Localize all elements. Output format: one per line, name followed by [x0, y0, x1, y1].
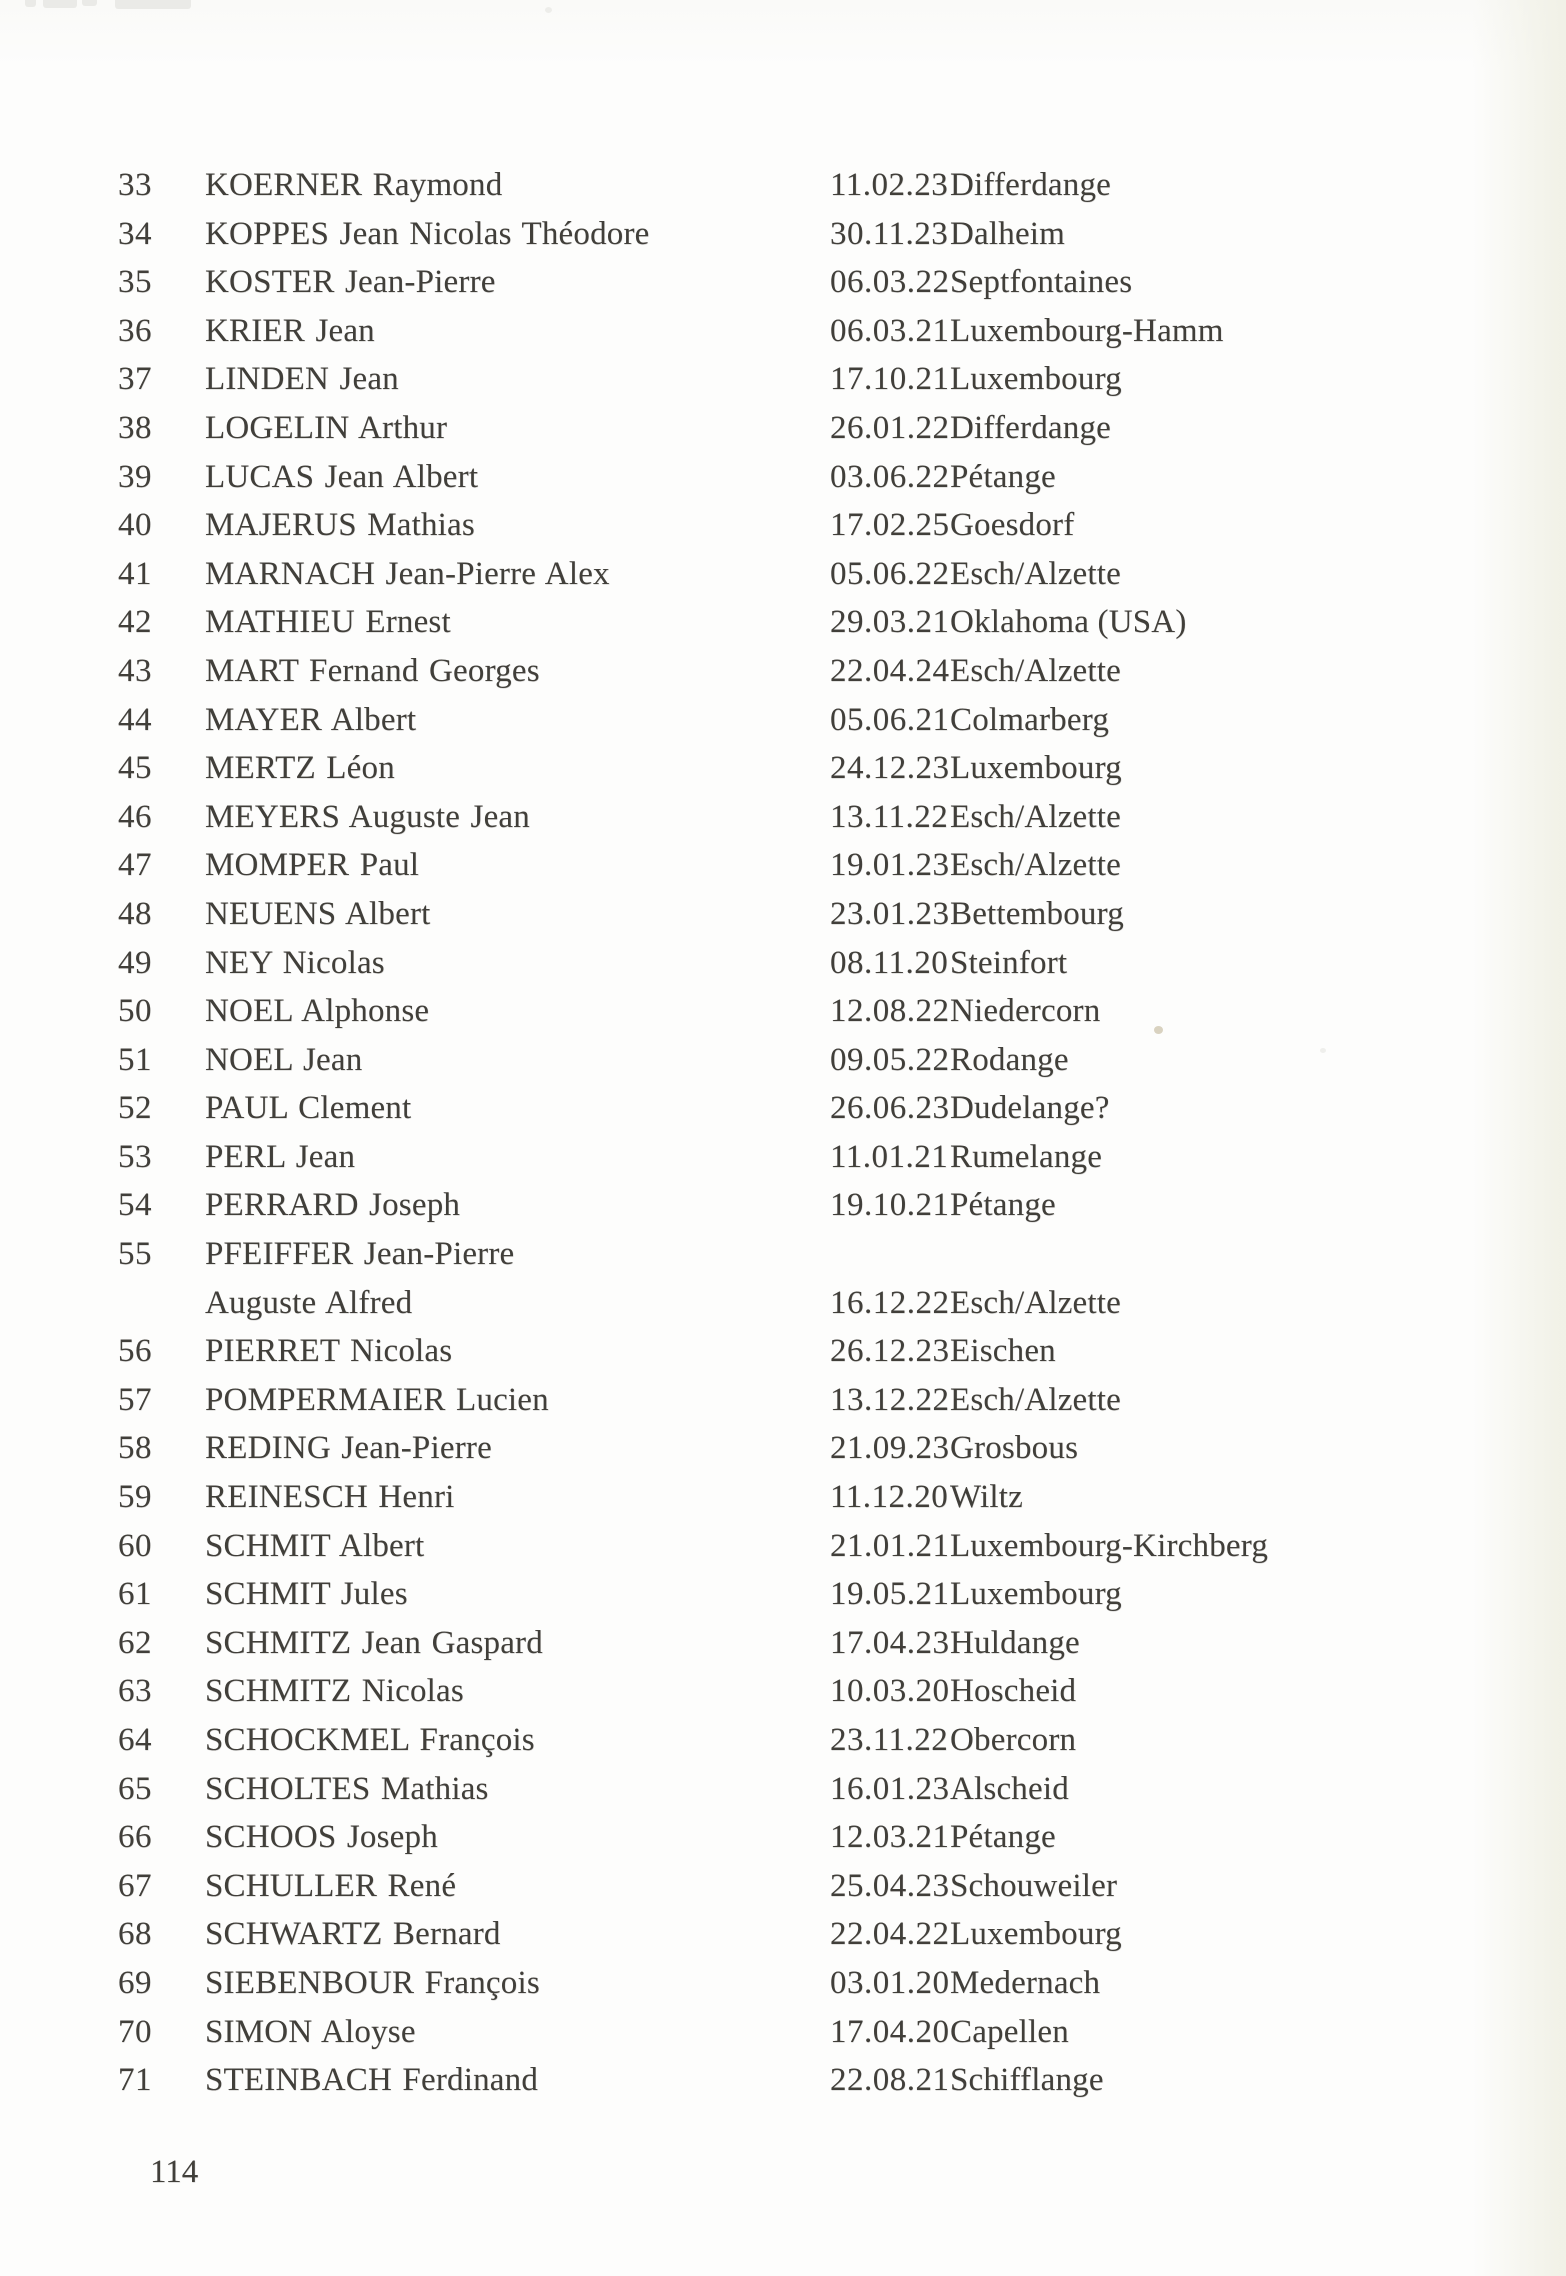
entry-birth-place: Huldange: [950, 1624, 1080, 1661]
entry-name: REINESCH Henri: [205, 1479, 455, 1516]
entry-number: 67: [118, 1867, 152, 1904]
entry-birth-date: 23.11.22: [830, 1722, 949, 1758]
entry-birth-date: 19.05.21: [830, 1576, 950, 1613]
entry-birth-place: Luxembourg: [950, 1576, 1122, 1613]
scan-artifact: [25, 0, 36, 7]
roster-row: [0, 1473, 1566, 1522]
entry-name: MOMPER Paul: [205, 847, 420, 884]
entry-number: 62: [118, 1624, 152, 1661]
roster-row: [0, 453, 1566, 502]
entry-name: SCHMITZ Nicolas: [205, 1673, 464, 1710]
roster-row: [0, 1424, 1566, 1473]
entry-number: 46: [118, 798, 152, 835]
entry-number: 40: [118, 507, 152, 544]
roster-row: [0, 841, 1566, 890]
entry-birth-date: 26.12.23: [830, 1333, 950, 1370]
entry-number: 69: [118, 1964, 152, 2001]
entry-birth-place: Alscheid: [950, 1770, 1069, 1807]
entry-birth-date: 17.10.21: [830, 361, 950, 398]
entry-birth-date: 25.04.23: [830, 1867, 950, 1904]
entry-number: 51: [118, 1041, 152, 1078]
entry-number: 47: [118, 847, 152, 884]
entry-birth-place: Schouweiler: [950, 1867, 1118, 1904]
entry-birth-place: Differdange: [950, 167, 1112, 203]
entry-birth-place: Rumelange: [950, 1138, 1103, 1175]
entry-name: MATHIEU Ernest: [205, 604, 451, 641]
entry-number: 44: [118, 701, 152, 738]
entry-birth-place: Esch/Alzette: [950, 798, 1121, 835]
entry-name: STEINBACH Ferdinand: [205, 2062, 539, 2099]
entry-birth-place: Niedercorn: [950, 993, 1101, 1030]
roster-list: [0, 161, 1566, 2105]
entry-birth-place: Dalheim: [950, 215, 1066, 252]
entry-name: LUCAS Jean Albert: [205, 458, 479, 495]
roster-row: [0, 1570, 1566, 1619]
roster-row: [0, 1181, 1566, 1230]
entry-birth-place: Rodange: [950, 1041, 1069, 1078]
entry-birth-date: 08.11.20: [830, 944, 949, 981]
roster-row: [0, 161, 1566, 210]
entry-name: PIERRET Nicolas: [205, 1333, 453, 1370]
entry-birth-place: Obercorn: [950, 1722, 1077, 1758]
entry-number: 49: [118, 944, 152, 981]
entry-number: 39: [118, 458, 152, 495]
entry-name: SCHOLTES Mathias: [205, 1770, 489, 1807]
entry-birth-place: Eischen: [950, 1333, 1056, 1370]
entry-name: SCHULLER René: [205, 1867, 457, 1904]
entry-birth-place: Capellen: [950, 2013, 1069, 2050]
entry-birth-date: 23.01.23: [830, 895, 950, 932]
entry-birth-place: Bettembourg: [950, 895, 1124, 932]
roster-row: [0, 696, 1566, 745]
roster-row: [0, 939, 1566, 988]
entry-number: 58: [118, 1430, 152, 1467]
entry-birth-date: 22.04.22: [830, 1916, 950, 1953]
entry-birth-date: 06.03.21: [830, 312, 950, 349]
entry-name: KOPPES Jean Nicolas Théodore: [205, 215, 650, 252]
entry-birth-date: 24.12.23: [830, 750, 950, 787]
entry-number: 56: [118, 1333, 152, 1370]
entry-name: MAJERUS Mathias: [205, 507, 475, 544]
entry-birth-place: Esch/Alzette: [950, 847, 1121, 884]
roster-row: [0, 210, 1566, 259]
roster-row: [0, 1084, 1566, 1133]
roster-row: [0, 550, 1566, 599]
entry-birth-place: Luxembourg: [950, 361, 1122, 398]
entry-number: 41: [118, 555, 152, 592]
entry-birth-date: 10.03.20: [830, 1673, 950, 1710]
scan-artifact: [43, 0, 77, 8]
entry-number: 63: [118, 1673, 152, 1710]
entry-number: 50: [118, 993, 152, 1030]
entry-number: 42: [118, 604, 152, 641]
entry-name: KRIER Jean: [205, 312, 375, 349]
entry-birth-date: 19.10.21: [830, 1187, 950, 1224]
entry-name: NOEL Jean: [205, 1041, 363, 1078]
entry-birth-date: 17.02.25: [830, 507, 950, 544]
entry-birth-date: 26.01.22: [830, 409, 950, 446]
entry-birth-place: Pétange: [950, 1187, 1056, 1224]
entry-number: 57: [118, 1381, 152, 1418]
entry-number: 54: [118, 1187, 152, 1224]
entry-birth-place: Luxembourg-Hamm: [950, 312, 1224, 349]
entry-birth-date: 17.04.20: [830, 2013, 950, 2050]
roster-row: [0, 987, 1566, 1036]
entry-number: 66: [118, 1819, 152, 1856]
entry-number: 53: [118, 1138, 152, 1175]
roster-row: [0, 890, 1566, 939]
entry-name: POMPERMAIER Lucien: [205, 1381, 549, 1418]
entry-birth-place: Esch/Alzette: [950, 555, 1121, 592]
entry-birth-date: 05.06.22: [830, 555, 950, 592]
entry-birth-date: 17.04.23: [830, 1624, 950, 1661]
entry-birth-date: 05.06.21: [830, 701, 950, 738]
entry-name: LINDEN Jean: [205, 361, 399, 398]
roster-row: [0, 793, 1566, 842]
entry-name: KOSTER Jean-Pierre: [205, 264, 496, 301]
entry-birth-place: Esch/Alzette: [950, 1381, 1121, 1418]
entry-number: 45: [118, 750, 152, 787]
entry-birth-place: Colmarberg: [950, 701, 1110, 738]
entry-number: 70: [118, 2013, 152, 2050]
entry-birth-date: 11.02.23: [830, 167, 949, 203]
roster-row: [0, 307, 1566, 356]
roster-row: [0, 2008, 1566, 2057]
entry-name: MART Fernand Georges: [205, 652, 540, 689]
entry-birth-place: Wiltz: [950, 1479, 1023, 1516]
entry-number: 52: [118, 1090, 152, 1127]
entry-birth-date: 19.01.23: [830, 847, 950, 884]
entry-birth-date: 12.03.21: [830, 1819, 950, 1856]
entry-birth-place: Steinfort: [950, 944, 1068, 981]
roster-row: [0, 2056, 1566, 2105]
entry-birth-date: 22.04.24: [830, 652, 950, 689]
page-number: 114: [150, 2154, 199, 2190]
entry-number: 43: [118, 652, 152, 689]
entry-number: 38: [118, 409, 152, 446]
entry-name: NEY Nicolas: [205, 944, 385, 981]
scan-speck: [545, 7, 552, 13]
roster-row: [0, 1376, 1566, 1425]
entry-name: MERTZ Léon: [205, 750, 395, 787]
entry-birth-date: 11.01.21: [830, 1138, 949, 1175]
roster-row: [0, 1959, 1566, 2008]
entry-name: PAUL Clement: [205, 1090, 412, 1127]
entry-birth-place: Septfontaines: [950, 264, 1133, 301]
roster-row: [0, 1619, 1566, 1668]
entry-number: 64: [118, 1722, 152, 1758]
entry-birth-date: 03.06.22: [830, 458, 950, 495]
entry-birth-place: Grosbous: [950, 1430, 1079, 1467]
entry-birth-place: Goesdorf: [950, 507, 1075, 544]
entry-name: SIEBENBOUR François: [205, 1964, 540, 2001]
entry-name: REDING Jean-Pierre: [205, 1430, 492, 1467]
roster-row: [0, 598, 1566, 647]
entry-name: NEUENS Albert: [205, 895, 431, 932]
roster-row: [0, 1522, 1566, 1571]
entry-name: LOGELIN Arthur: [205, 409, 448, 446]
entry-birth-place: [950, 1230, 1566, 1279]
entry-name: SCHMIT Jules: [205, 1576, 408, 1613]
entry-number: 65: [118, 1770, 152, 1807]
entry-birth-place: Luxembourg-Kirchberg: [950, 1527, 1269, 1564]
entry-number: 59: [118, 1479, 152, 1516]
entry-name: MEYERS Auguste Jean: [205, 798, 530, 835]
entry-birth-date: 09.05.22: [830, 1041, 950, 1078]
roster-row: [0, 1036, 1566, 1085]
entry-birth-date: 13.11.22: [830, 798, 949, 835]
entry-name: MAYER Albert: [205, 701, 417, 738]
entry-number: 55: [118, 1236, 152, 1273]
entry-name: SCHOOS Joseph: [205, 1819, 438, 1856]
roster-row: [0, 1910, 1566, 1959]
entry-number: 34: [118, 215, 152, 252]
entry-birth-date: 21.01.21: [830, 1527, 950, 1564]
roster-row: [0, 1667, 1566, 1716]
entry-birth-date: 22.08.21: [830, 2062, 950, 2099]
entry-number: 35: [118, 264, 152, 301]
entry-birth-place: Differdange: [950, 409, 1112, 446]
entry-number: 61: [118, 1576, 152, 1613]
entry-birth-date: 30.11.23: [830, 215, 949, 252]
entry-number: 71: [118, 2062, 152, 2099]
entry-name: SCHMITZ Jean Gaspard: [205, 1624, 543, 1661]
entry-birth-date: 11.12.20: [830, 1479, 949, 1516]
entry-birth-date: [830, 1230, 950, 1279]
entry-birth-date: 06.03.22: [830, 264, 950, 301]
entry-number: 68: [118, 1916, 152, 1953]
entry-birth-date: 26.06.23: [830, 1090, 950, 1127]
entry-birth-place: Pétange: [950, 1819, 1056, 1856]
entry-birth-place: Esch/Alzette: [950, 652, 1121, 689]
roster-row: [0, 1765, 1566, 1814]
entry-birth-date: 03.01.20: [830, 1964, 950, 2001]
entry-birth-date: 21.09.23: [830, 1430, 950, 1467]
entry-birth-date: 12.08.22: [830, 993, 950, 1030]
entry-birth-date: 13.12.22: [830, 1381, 950, 1418]
roster-row: [0, 647, 1566, 696]
roster-row: [0, 501, 1566, 550]
entry-number: [118, 1279, 205, 1328]
entry-name: SCHWARTZ Bernard: [205, 1916, 501, 1953]
entry-birth-date: 16.12.22: [830, 1284, 950, 1321]
entry-birth-place: Dudelange?: [950, 1090, 1110, 1127]
entry-birth-place: Esch/Alzette: [950, 1284, 1121, 1321]
roster-row: [0, 404, 1566, 453]
entry-number: 37: [118, 361, 152, 398]
entry-birth-place: Luxembourg: [950, 750, 1122, 787]
entry-birth-date: 29.03.21: [830, 604, 950, 641]
entry-name: PERL Jean: [205, 1138, 356, 1175]
entry-birth-place: Oklahoma (USA): [950, 604, 1187, 641]
roster-row: [0, 744, 1566, 793]
roster-row: [0, 355, 1566, 404]
entry-name: KOERNER Raymond: [205, 167, 503, 203]
scan-artifact: [82, 0, 97, 6]
roster-row: [0, 1716, 1566, 1765]
roster-row: [0, 1230, 1566, 1279]
entry-number: 48: [118, 895, 152, 932]
entry-name: MARNACH Jean-Pierre Alex: [205, 555, 610, 592]
roster-row: [0, 1813, 1566, 1862]
roster-row: [0, 1327, 1566, 1376]
entry-birth-place: Medernach: [950, 1964, 1101, 2001]
entry-birth-place: Pétange: [950, 458, 1056, 495]
entry-birth-date: 16.01.23: [830, 1770, 950, 1807]
entry-name: PFEIFFER Jean-Pierre: [205, 1236, 515, 1273]
roster-row: [0, 258, 1566, 307]
entry-name: PERRARD Joseph: [205, 1187, 461, 1224]
roster-row: [0, 1279, 1566, 1328]
entry-birth-place: Hoscheid: [950, 1673, 1077, 1710]
entry-birth-place: Luxembourg: [950, 1916, 1122, 1953]
entry-name: SCHMIT Albert: [205, 1527, 425, 1564]
roster-row: [0, 1862, 1566, 1911]
entry-number: 36: [118, 312, 152, 349]
entry-name: SIMON Aloyse: [205, 2013, 416, 2050]
scan-artifact: [115, 0, 191, 9]
roster-row: [0, 1133, 1566, 1182]
entry-name: NOEL Alphonse: [205, 993, 430, 1030]
entry-number: 60: [118, 1527, 152, 1564]
entry-name: Auguste Alfred: [205, 1284, 413, 1321]
entry-name: SCHOCKMEL François: [205, 1722, 535, 1758]
entry-number: 33: [118, 167, 152, 203]
entry-birth-place: Schifflange: [950, 2062, 1104, 2099]
